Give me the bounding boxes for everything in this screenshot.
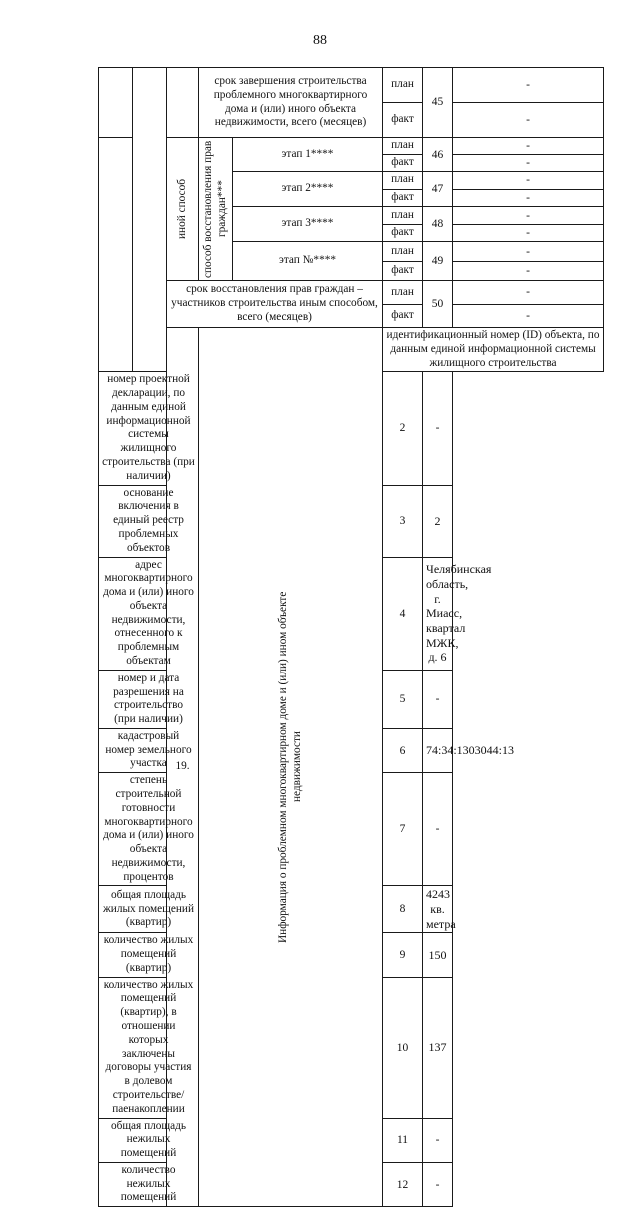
section19-num-11: 11 bbox=[383, 1118, 423, 1162]
stage3-label: этап 3**** bbox=[233, 206, 383, 242]
stage-n-fact-value: - bbox=[453, 262, 604, 281]
stage3-plan-label: план bbox=[383, 206, 423, 225]
section19-label-10: количество жилых помещений (квартир), в отношении которых заключены договоры участия в долевом строительстве/паенакоплении bbox=[99, 977, 199, 1118]
completion-fact-value: - bbox=[453, 103, 604, 138]
section19-number: 19. bbox=[167, 328, 199, 1207]
other-method-label: иной способ bbox=[175, 178, 188, 239]
stage2-label: этап 2**** bbox=[233, 172, 383, 207]
section19-value-10: 137 bbox=[423, 977, 453, 1118]
stage1-num: 46 bbox=[423, 138, 453, 172]
page-number: 88 bbox=[313, 33, 327, 48]
stage2-plan-label: план bbox=[383, 172, 423, 190]
stage1-label: этап 1**** bbox=[233, 138, 383, 172]
section19-num-7: 7 bbox=[383, 773, 423, 886]
other-method-label-cell bbox=[167, 138, 199, 281]
stage-n-num: 49 bbox=[423, 242, 453, 281]
section19-vertical-label-cell bbox=[199, 328, 383, 1207]
restoration-plan-label: план bbox=[383, 281, 423, 305]
row-completion-plan bbox=[99, 68, 604, 103]
section19-num-10: 10 bbox=[383, 977, 423, 1118]
restoration-fact-value: - bbox=[453, 305, 604, 328]
stage1-plan-value: - bbox=[453, 138, 604, 155]
section19-num-2: 2 bbox=[383, 372, 423, 485]
section19-num-12: 12 bbox=[383, 1162, 423, 1206]
completion-fact-label: факт bbox=[383, 103, 423, 138]
row-stage1-plan bbox=[99, 138, 604, 155]
section19-num-6: 6 bbox=[383, 728, 423, 772]
stage3-fact-value: - bbox=[453, 225, 604, 242]
empty-number-cell bbox=[99, 68, 133, 138]
empty-label-cell bbox=[133, 68, 167, 372]
completion-num: 45 bbox=[423, 68, 453, 138]
section19-value-9: 150 bbox=[423, 933, 453, 977]
stage3-num: 48 bbox=[423, 206, 453, 242]
completion-label: срок завершения строительства проблемного многоквартирного дома и (или) иного объекта недвижимости, всего (месяцев) bbox=[199, 68, 383, 138]
stage-n-label: этап №**** bbox=[233, 242, 383, 281]
section19-value-3: 2 bbox=[423, 485, 453, 557]
section19-value-12: - bbox=[423, 1162, 453, 1206]
stage3-plan-value: - bbox=[453, 206, 604, 225]
section19-vertical-label: Информация о проблемном многоквартирном доме и (или) ином объекте недвижимости bbox=[276, 591, 303, 943]
stage1-fact-value: - bbox=[453, 155, 604, 172]
section19-label-1: идентификационный номер (ID) объекта, по данным единой информационной системы жилищного строительства bbox=[383, 328, 604, 372]
section19-num-5: 5 bbox=[383, 670, 423, 728]
section19-label-7: степень строительной готовности многоквартирного дома и (или) иного объекта недвижимости, процентов bbox=[99, 773, 199, 886]
section19-num-9: 9 bbox=[383, 933, 423, 977]
section19-label-5: номер и дата разрешения на строительство (при наличии) bbox=[99, 670, 199, 728]
section19-label-2: номер проектной декларации, по данным единой информационной системы жилищного строительства (при наличии) bbox=[99, 372, 199, 485]
stage2-plan-value: - bbox=[453, 172, 604, 190]
completion-plan-value: - bbox=[453, 68, 604, 103]
empty-method-cell bbox=[167, 68, 199, 138]
stage-n-plan-value: - bbox=[453, 242, 604, 262]
document-table bbox=[98, 67, 604, 1207]
stage3-fact-label: факт bbox=[383, 225, 423, 242]
stage2-fact-value: - bbox=[453, 189, 604, 206]
stage1-fact-label: факт bbox=[383, 155, 423, 172]
section19-value-4: Челябинская область, г. Миасс, квартал МЖК, д. 6 bbox=[423, 557, 453, 670]
section19-row-1 bbox=[99, 328, 604, 372]
section19-value-2: - bbox=[423, 372, 453, 485]
section19-value-8: 4243 кв. метра bbox=[423, 886, 453, 933]
stage-n-plan-label: план bbox=[383, 242, 423, 262]
section19-num-8: 8 bbox=[383, 886, 423, 933]
stage2-num: 47 bbox=[423, 172, 453, 207]
row-restoration-plan bbox=[99, 281, 604, 305]
section19-label-11: общая площадь нежилых помещений bbox=[99, 1118, 199, 1162]
restoration-plan-value: - bbox=[453, 281, 604, 305]
stage1-plan-label: план bbox=[383, 138, 423, 155]
section19-value-11: - bbox=[423, 1118, 453, 1162]
section19-label-3: основание включения в единый реестр проблемных объектов bbox=[99, 485, 199, 557]
stage2-fact-label: факт bbox=[383, 189, 423, 206]
section19-label-6: кадастровый номер земельного участка bbox=[99, 728, 199, 772]
restoration-method-label: способ восстановления прав граждан*** bbox=[202, 140, 228, 278]
section19-value-5: - bbox=[423, 670, 453, 728]
section19-label-8: общая площадь жилых помещений (квартир) bbox=[99, 886, 199, 933]
restoration-method-label-cell bbox=[199, 138, 233, 281]
section19-num-4: 4 bbox=[383, 557, 423, 670]
restoration-num: 50 bbox=[423, 281, 453, 328]
section19-value-7: - bbox=[423, 773, 453, 886]
section19-label-9: количество жилых помещений (квартир) bbox=[99, 933, 199, 977]
restoration-label: срок восстановления прав граждан – участников строительства иным способом, всего (месяцев) bbox=[167, 281, 383, 328]
section19-num-3: 3 bbox=[383, 485, 423, 557]
section19-label-4: адрес многоквартирного дома и (или) иного объекта недвижимости, отнесенного к проблемным объектам bbox=[99, 557, 199, 670]
section19-label-12: количество нежилых помещений bbox=[99, 1162, 199, 1206]
completion-plan-label: план bbox=[383, 68, 423, 103]
empty-number-cell-2 bbox=[99, 138, 133, 372]
section19-value-6: 74:34:1303044:13 bbox=[423, 728, 453, 772]
stage-n-fact-label: факт bbox=[383, 262, 423, 281]
restoration-fact-label: факт bbox=[383, 305, 423, 328]
